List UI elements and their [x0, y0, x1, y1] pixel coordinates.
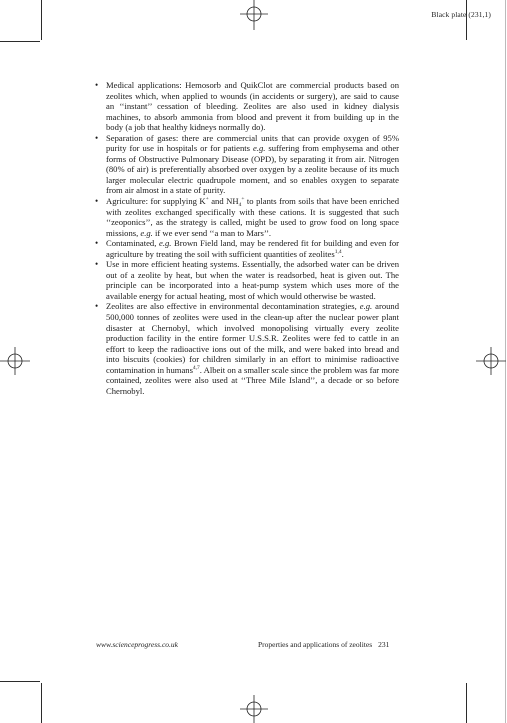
text-segment: Use in more efficient heating systems. Essentially, the adsorbed water can be driven out of a zeolite by heat, but when the water is readsorbed, heat is given out. The principle can be incorporated into a heat-pump system which uses more of the available energy for actual heating, most of which would otherwise be wasted. — [106, 259, 399, 301]
plate-label: Black plate (231,1) — [431, 10, 491, 19]
page-number: 231 — [378, 640, 390, 649]
text-segment: e.g. — [253, 143, 266, 154]
text-segment: 4 — [238, 202, 242, 209]
text-segment: if we ever send ‘‘a man to Mars’’. — [152, 227, 272, 238]
text-segment: Contaminated, — [106, 238, 159, 249]
crop-mark-bottom-left-vertical — [41, 683, 42, 723]
text-segment: + — [241, 196, 245, 203]
bullet-item-heating — [96, 259, 399, 301]
bullet-item-agriculture — [96, 196, 399, 238]
text-segment: + — [205, 196, 209, 203]
crop-mark-right-vertical-top — [466, 0, 467, 40]
registration-mark-right-icon — [472, 344, 506, 378]
bullet-list — [96, 80, 399, 396]
text-segment: . — [341, 248, 344, 259]
crop-mark-top-left-vertical — [41, 0, 42, 40]
text-segment: around 500,000 tonnes of zeolites were used in the clean-up after the nuclear power plant disaster at Chernobyl, which involved monopolising virtually every zeolite production facility in the entire former U.S.S.R. Zeolites were fed to cattle in an effort to keep the radioactive ions out of the milk, and were baked into bread and into biscuits (cookies) for children similarly in an effort to minimise radioactive contamination in humans — [106, 301, 400, 375]
text-segment: e.g. — [159, 238, 172, 249]
text-segment: Medical applications: Hemosorb and QuikClot are commercial products based on zeolites which, when applied to wounds (in accidents or surgery), are said to cause an ‘‘instant’’ cessation of bleeding. Zeolites are also used in kidney dialysis machines, to absorb ammonia from blood and prevent it from building up in the body (a job that healthy kidneys normally do). — [106, 80, 399, 133]
text-segment: and NH — [208, 196, 239, 207]
crop-mark-bottom-left — [0, 681, 40, 682]
bullet-item-medical — [96, 80, 399, 133]
text-segment: 4,7 — [192, 364, 200, 371]
text-segment: Separation of gases: there are commercial units that can provide oxygen of 95% purity for use in hospitals or for patients — [106, 132, 399, 154]
text-segment: e.g. — [359, 301, 373, 312]
footer-running-head — [258, 640, 389, 649]
registration-mark-top-icon — [237, 0, 271, 34]
crop-mark-top-left — [0, 41, 40, 42]
registration-mark-bottom-icon — [237, 692, 271, 723]
footer-url: www.scienceprogress.co.uk — [96, 640, 178, 649]
text-segment: Zeolites are also effective in environmental decontamination strategies, — [106, 301, 360, 312]
text-segment: . Albeit on a smaller scale since the problem was far more contained, zeolites were also used at ‘‘Three Mile Island’’, a decade or so before Chernobyl. — [106, 364, 399, 396]
footer-running-title: Properties and applications of zeolites — [258, 640, 373, 649]
text-segment: Agriculture: for supplying K — [106, 196, 206, 207]
text-segment: e.g. — [140, 227, 153, 238]
text-segment: suffering from emphysema and other forms of Obstructive Pulmonary Disease (OPD), by separating it from air. Nitrogen (80% of air) is preferentially absorbed over oxygen by a zeolite because of its much larger molecular electric quadrupole moment, and so enables oxygen to separate from air almost in a state of purity. — [106, 143, 400, 196]
text-segment: to plants from soils that have been enriched with zeolites exchanged specifically with these cations. It is suggested that such ‘‘zeoponics’’, as the strategy is called, might be used to grow food on long space missions, — [106, 196, 399, 238]
bullet-item-contaminated — [96, 238, 399, 259]
crop-mark-right-vertical-bottom — [466, 683, 467, 723]
bullet-item-gases — [96, 133, 399, 196]
text-segment: Brown Field land, may be rendered fit for building and even for agriculture by treating the soil with sufficient quantities of zeolites — [106, 238, 399, 259]
text-segment: 1,4 — [334, 248, 342, 255]
registration-mark-left-icon — [0, 344, 34, 378]
bullet-item-decontamination — [96, 301, 399, 396]
